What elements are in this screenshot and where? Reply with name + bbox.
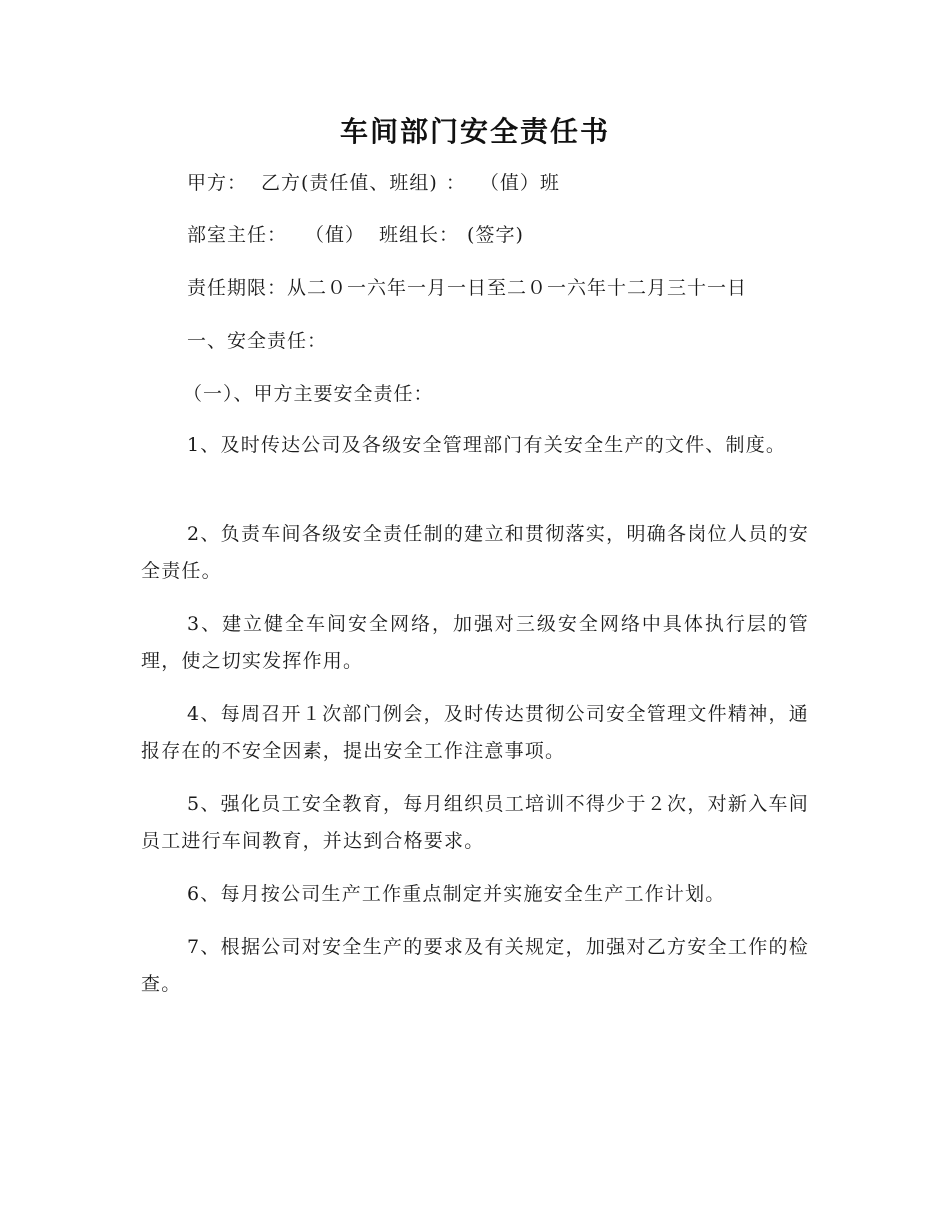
document-title: 车间部门安全责任书 xyxy=(339,115,610,148)
director-value: （值） xyxy=(305,224,366,246)
leader-signature: (签字) xyxy=(467,224,524,246)
list-item: 2、负责车间各级安全责任制的建立和贯彻落实，明确各岗位人员的安全责任。 xyxy=(141,523,809,582)
director-label: 部室主任： xyxy=(187,224,288,246)
list-item: 7、根据公司对安全生产的要求及有关规定，加强对乙方安全工作的检查。 xyxy=(141,936,809,995)
list-item: 1、及时传达公司及各级安全管理部门有关安全生产的文件、制度。 xyxy=(187,434,787,456)
term-line: 责任期限：从二０一六年一月一日至二０一六年十二月三十一日 xyxy=(187,277,748,299)
leader-label: 班组长： xyxy=(379,224,460,246)
director-line xyxy=(187,221,524,249)
party-b-value: （值）班 xyxy=(479,172,560,194)
list-item: 5、强化员工安全教育，每月组织员工培训不得少于２次，对新入车间员工进行车间教育，并达到合格要求。 xyxy=(141,793,809,852)
party-a-label: 甲方： xyxy=(187,172,248,194)
section-heading: 一、安全责任： xyxy=(187,330,328,352)
party-b-label: 乙方(责任值、班组) xyxy=(261,172,438,194)
party-line xyxy=(187,169,560,197)
subsection-heading: （一）、甲方主要安全责任： xyxy=(183,383,434,405)
list-item: 6、每月按公司生产工作重点制定并实施安全生产工作计划。 xyxy=(187,883,726,905)
list-item: 4、每周召开１次部门例会，及时传达贯彻公司安全管理文件精神，通报存在的不安全因素，提出安全工作注意事项。 xyxy=(141,703,809,762)
list-item: 3、建立健全车间安全网络，加强对三级安全网络中具体执行层的管理，使之切实发挥作用。 xyxy=(141,613,809,672)
party-b-colon: ： xyxy=(445,172,466,194)
